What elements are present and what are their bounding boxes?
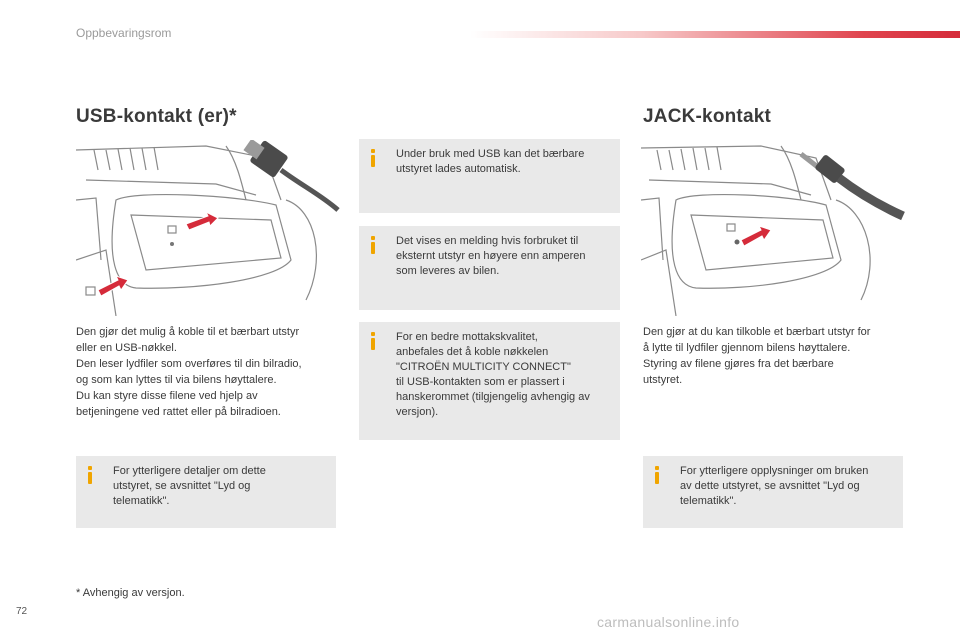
info-icon (368, 236, 378, 256)
page-number: 72 (16, 606, 28, 617)
running-header: Oppbevaringsrom (76, 26, 172, 40)
usb-description: Den gjør det mulig å koble til et bærbart utstyr eller en USB-nøkkel. Den leser lydfiler som overføres til din bilradio, og som kan lyttes til via bilens høyttalere. Du kan styre disse filene ved hjelp av betjeningene ved rattet eller på bilradioen. (76, 326, 302, 418)
info-icon (368, 149, 378, 169)
info-icon (85, 466, 95, 486)
jack-glovebox-illustration (641, 140, 905, 316)
usb-charging-note: Under bruk med USB kan det bærbare utstyret lades automatisk. (359, 139, 620, 213)
info-icon (652, 466, 662, 486)
version-footnote: * Avhengig av versjon. (76, 587, 185, 599)
jack-section-title: JACK-kontakt (643, 106, 772, 127)
jack-description: Den gjør at du kan tilkoble et bærbart utstyr for å lytte til lydfiler gjennom bilens høyttalere. Styring av filene gjøres fra det bærbare utstyret. (643, 326, 871, 386)
usb-section-title: USB-kontakt (er)* (76, 106, 237, 127)
usb-info-box: For ytterligere detaljer om dette utstyret, se avsnittet "Lyd og telematikk". (76, 456, 336, 528)
jack-info-box: For ytterligere opplysninger om bruken av dette utstyret, se avsnittet "Lyd og telematikk". (643, 456, 903, 528)
header-accent-bar (470, 31, 960, 38)
info-icon (368, 332, 378, 352)
usb-overcurrent-note: Det vises en melding hvis forbruket til eksternt utstyr en høyere enn amperen som leveres av bilen. (359, 226, 620, 310)
usb-glovebox-illustration (76, 140, 340, 316)
watermark: carmanualsonline.info (597, 614, 740, 630)
multicity-connect-note: For en bedre mottakskvalitet, anbefales det å koble nøkkelen "CITROËN MULTICITY CONNECT" til USB-kontakten som er plassert i hanskerommet (tilgjengelig avhengig av versjon). (359, 322, 620, 440)
